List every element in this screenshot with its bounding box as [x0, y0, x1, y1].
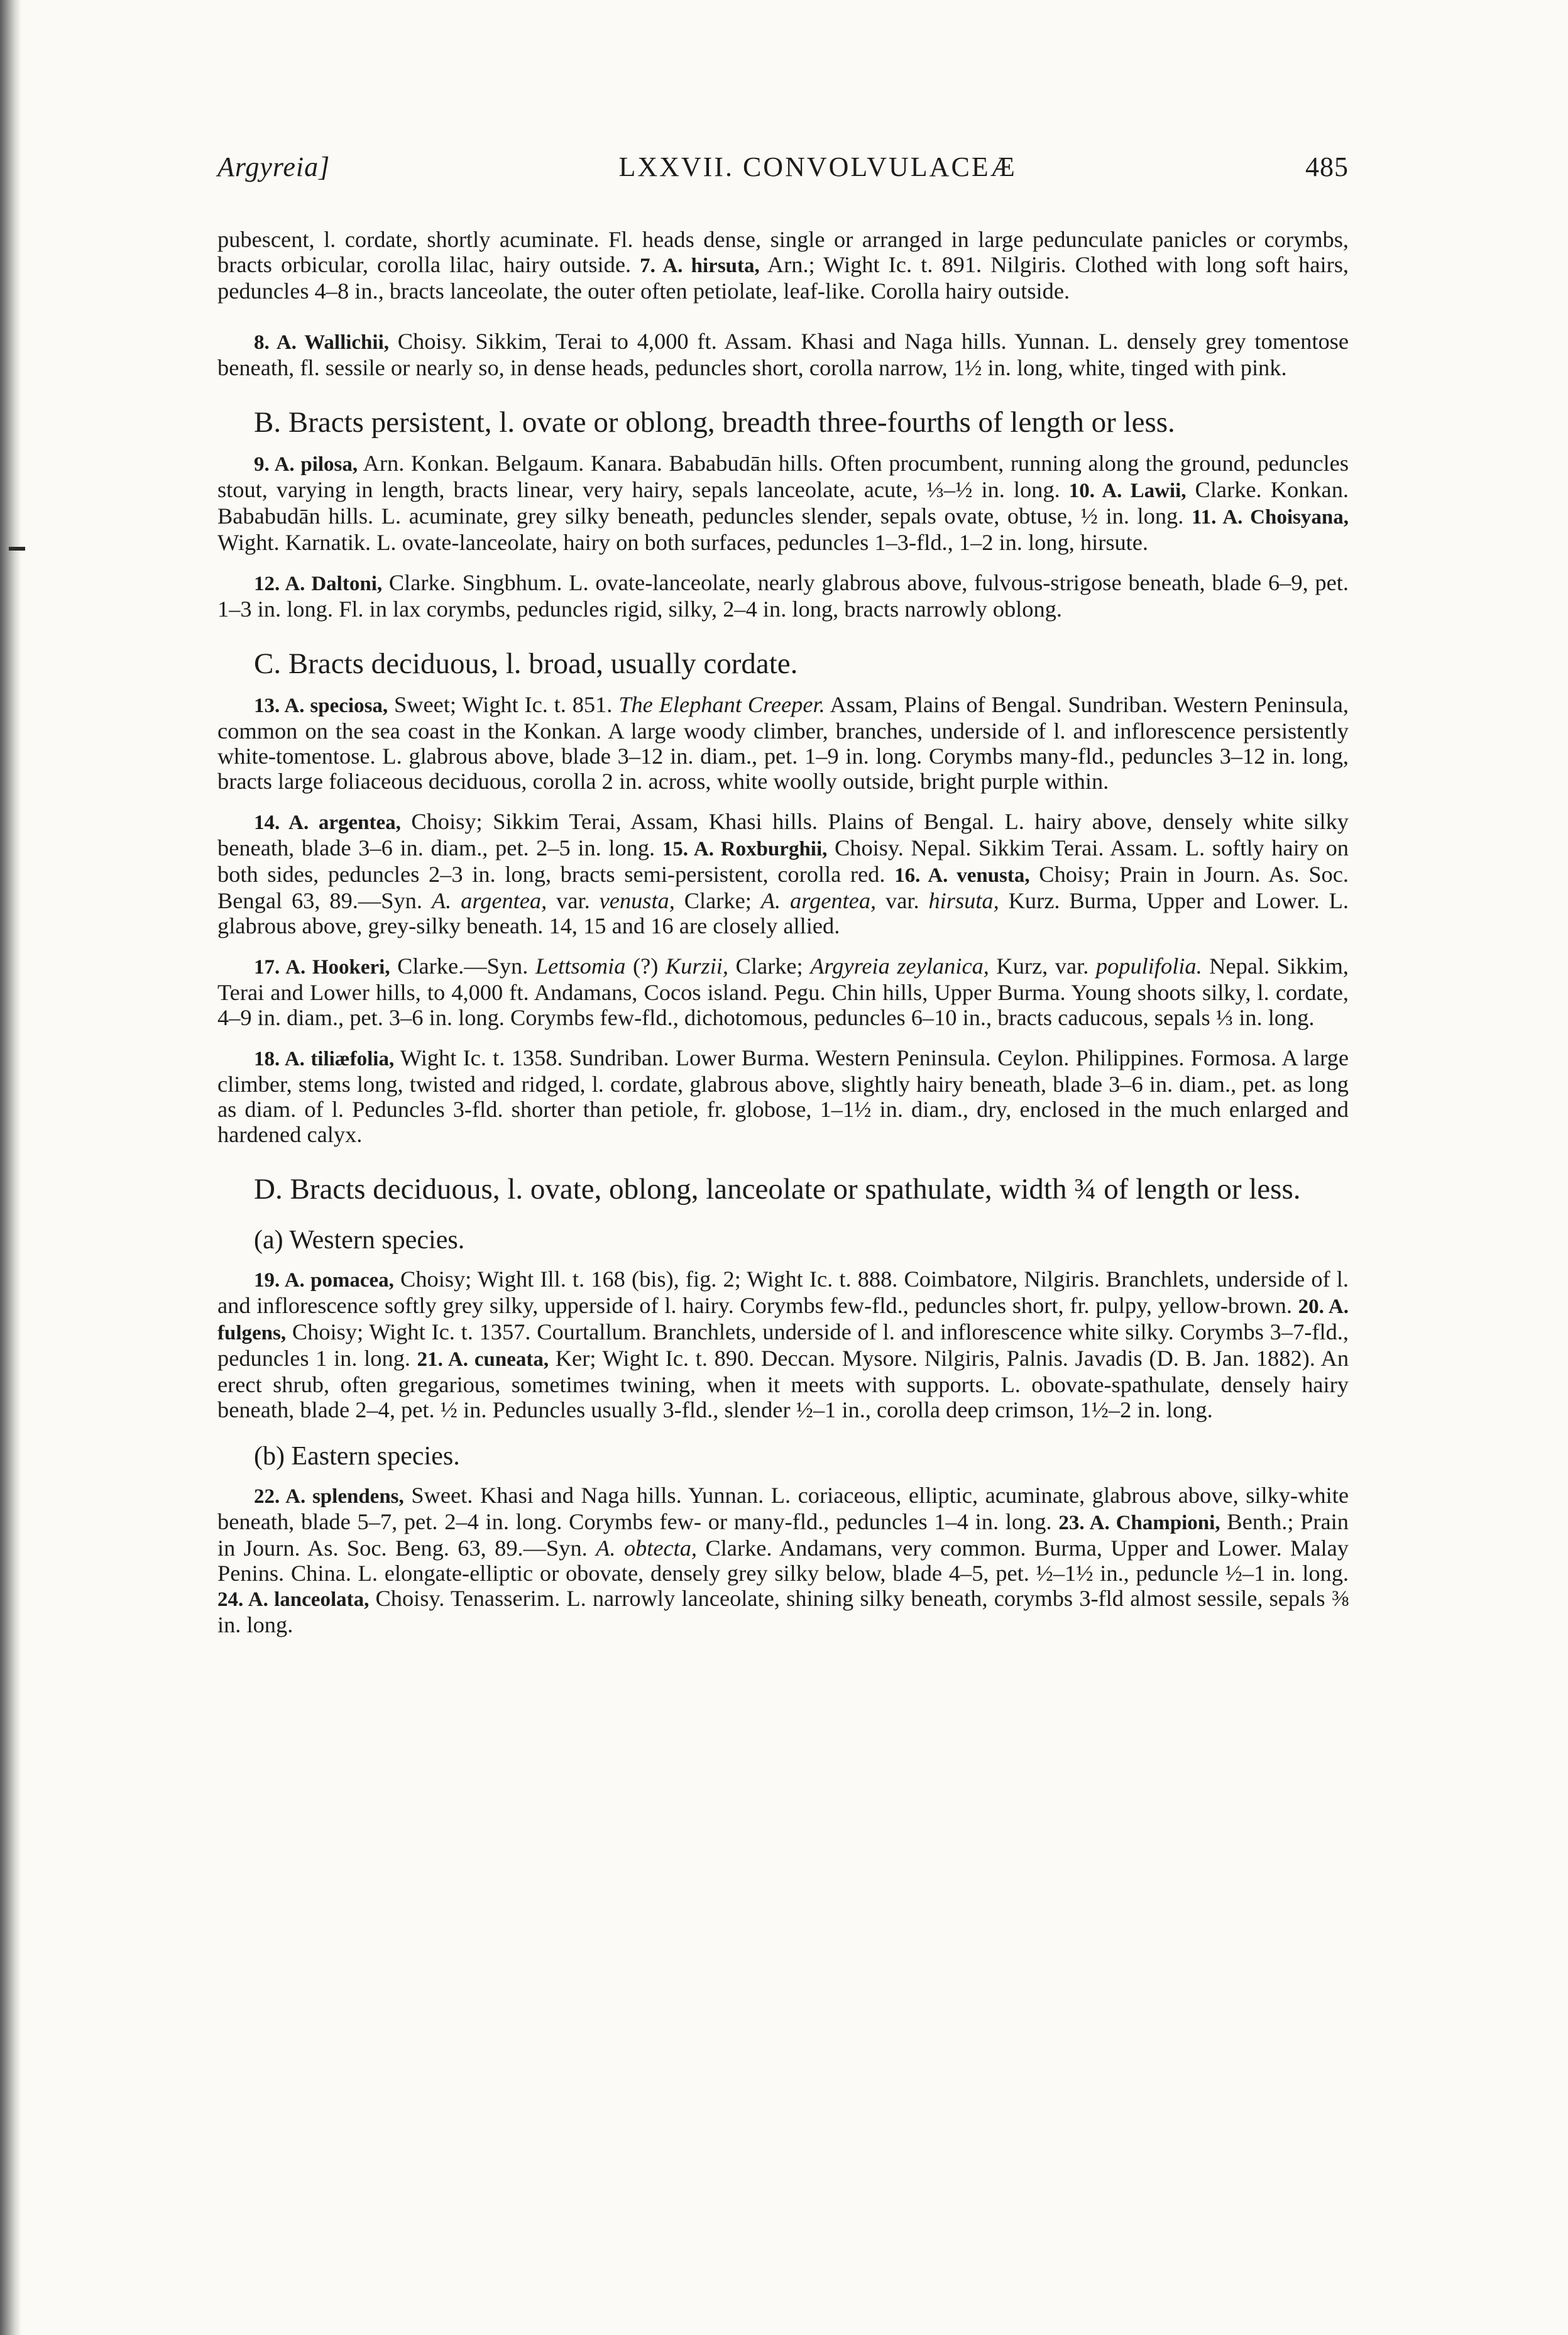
header-family: LXXVII. CONVOLVULACEÆ — [618, 151, 1017, 182]
text: Ker; Wight Ic. t. 890. Deccan. Mysore. Nilgiris, Palnis. Javadis (D. B. Jan. 1882). An erect shrub, often gregarious, sometimes twining, when it meets with supports. L. obovate-spathulate, densely hairy beneath, blade 2–4, pet. ½ in. Peduncles usually 3-fld., slender ½–1 in., corolla deep crimson, 1½–2 in. long. — [217, 1346, 1349, 1422]
binding-mark — [9, 547, 25, 551]
subsection-heading-western: (a) Western species. — [254, 1226, 465, 1255]
species-name: 14. A. argentea, — [254, 811, 401, 834]
synonym: hirsuta, — [928, 888, 999, 913]
common-name: The Elephant Creeper. — [618, 692, 825, 717]
text: Choisy. Sikkim, Terai to 4,000 ft. Assam. Khasi and Naga hills. Yunnan. L. densely grey tomentose beneath, fl. sessile or nearly so, in dense heads, peduncles short, corolla narrow, 1½ in. long, white, tinged with pink. — [217, 329, 1349, 380]
text: Arn.; Wight Ic. t. 891. Nilgiris. Clothed with long soft hairs, peduncles 4–8 in., bracts lanceolate, the outer often petiolate, leaf-like. Corolla hairy outside. — [217, 252, 1349, 304]
synonym: venusta, — [599, 888, 675, 913]
paragraph-13 — [217, 692, 1349, 794]
text: Kurz, var. — [989, 953, 1096, 979]
text: Clarke; — [674, 888, 761, 913]
text: Sweet. Khasi and Naga hills. Yunnan. L. coriaceous, elliptic, acuminate, glabrous above, silky-white beneath, blade 5–7, pet. 2–4 in. long. Corymbs few- or many-fld., peduncles 1–4 in. long. — [217, 1483, 1349, 1534]
species-name: 16. A. venusta, — [894, 864, 1030, 887]
text: Choisy; Prain in Journ. As. Soc. Bengal 63, 89.—Syn. — [217, 862, 1349, 913]
header-genus: Argyreia] — [217, 151, 331, 182]
text: Clarke. Konkan. Bababudān hills. L. acuminate, grey silky beneath, peduncles slender, sepals ovate, obtuse, ½ in. long. — [217, 477, 1349, 529]
paragraph-9 — [217, 451, 1349, 555]
paragraph-22 — [217, 1483, 1349, 1637]
paragraph-12 — [217, 570, 1349, 622]
synonym: A. obtecta, — [596, 1536, 698, 1561]
text: Choisy. Tenasserim. L. narrowly lanceolate, shining silky beneath, corymbs 3-fld almost sessile, sepals ⅜ in. long. — [217, 1586, 1349, 1637]
synonym: Lettsomia — [535, 953, 626, 979]
paragraph-8 — [217, 329, 1349, 380]
text: Clarke. Andamans, very common. Burma, Upper and Lower. Malay Penins. China. L. elongate-elliptic or obovate, densely grey silky below, blade 4–5, pet. ½–1½ in., peduncle ½–1 in. long. — [217, 1536, 1349, 1586]
text: Nepal. Sikkim, Terai and Lower hills, to 4,000 ft. Andamans, Cocos island. Pegu. Chin hills, Upper Burma. Young shoots silky, l. cordate, 4–9 in. diam., pet. 3–6 in. long. Corymbs few-fld., dichotomous, peduncles 6–10 in., bracts caducous, sepals ⅓ in. long. — [217, 953, 1349, 1030]
species-name: 8. A. Wallichii, — [254, 331, 389, 354]
section-heading-b: B. Bracts persistent, l. ovate or oblong, breadth three-fourths of length or less. — [254, 406, 1175, 439]
text: Choisy. Nepal. Sikkim Terai. Assam. L. softly hairy on both sides, peduncles 2–3 in. long, bracts semi-persistent, corolla red. — [217, 835, 1349, 887]
book-page — [217, 151, 1349, 1652]
synonym: populifolia. — [1095, 953, 1202, 979]
species-name: 21. A. cuneata, — [417, 1348, 549, 1371]
paragraph-18 — [217, 1045, 1349, 1147]
text: Sweet; Wight Ic. t. 851. — [388, 692, 619, 717]
text: var. — [547, 888, 600, 913]
species-name: 12. A. Daltoni, — [254, 573, 383, 595]
species-name: 17. A. Hookeri, — [254, 956, 390, 979]
running-header — [217, 151, 1349, 183]
subsection-heading-eastern: (b) Eastern species. — [254, 1442, 460, 1471]
synonym: A. argentea, — [760, 888, 877, 913]
text: pubescent, l. cordate, shortly acuminate. Fl. heads dense, single or arranged in large pedunculate panicles or corymbs, bracts orbicular, corolla lilac, hairy outside. — [217, 227, 1349, 277]
species-name: 24. A. lanceolata, — [217, 1588, 370, 1611]
text: Kurz. Burma, Upper and Lower. L. glabrous above, grey-silky beneath. 14, 15 and 16 are closely allied. — [217, 888, 1349, 938]
text: Choisy; Wight Ic. t. 1357. Courtallum. Branchlets, underside of l. and inflorescence white silky. Corymbs 3–7-fld., peduncles 1 in. long. — [217, 1319, 1349, 1371]
text: Benth.; Prain in Journ. As. Soc. Beng. 63, 89.—Syn. — [217, 1509, 1349, 1561]
species-name: 10. A. Lawii, — [1068, 480, 1187, 502]
text: Clarke. Singbhum. L. ovate-lanceolate, nearly glabrous above, fulvous-strigose beneath, blade 6–9, pet. 1–3 in. long. Fl. in lax corymbs, peduncles rigid, silky, 2–4 in. long, bracts narrowly oblong. — [217, 570, 1349, 622]
text: Wight. Karnatik. L. ovate-lanceolate, hairy on both surfaces, peduncles 1–3-fld., 1–2 in. long, hirsute. — [217, 530, 1149, 555]
text: Clarke.—Syn. — [390, 953, 535, 979]
text: Clarke; — [728, 953, 811, 979]
page-binding-edge — [0, 0, 21, 2335]
species-name: 15. A. Roxburghii, — [662, 838, 828, 860]
synonym: A. argentea, — [431, 888, 547, 913]
section-heading-d: D. Bracts deciduous, l. ovate, oblong, lanceolate or spathulate, width ¾ of length or less. — [254, 1173, 1301, 1206]
species-name: 18. A. tiliæfolia, — [254, 1048, 395, 1070]
synonym: Argyreia zeylanica, — [810, 953, 989, 979]
text: Choisy; Wight Ill. t. 168 (bis), fig. 2; Wight Ic. t. 888. Coimbatore, Nilgiris. Branchlets, underside of l. and inflorescence softly grey silky, upperside of l. hairy. Corymbs few-fld., peduncles short, fr. pulpy, yellow-brown. — [217, 1266, 1349, 1318]
text: Arn. Konkan. Belgaum. Kanara. Bababudān hills. Often procumbent, running along the ground, peduncles stout, varying in length, bracts linear, very hairy, sepals lanceolate, acute, ⅓–½ in. long. — [217, 451, 1349, 502]
section-heading-c: C. Bracts deciduous, l. broad, usually cordate. — [254, 647, 798, 680]
text: (?) — [625, 953, 666, 979]
text: Wight Ic. t. 1358. Sundriban. Lower Burma. Western Peninsula. Ceylon. Philippines. Formosa. A large climber, stems long, twisted and ridged, l. cordate, glabrous above, slightly hairy beneath, blade 3–6 in. diam., pet. as long as diam. of l. Peduncles 3-fld. shorter than petiole, fr. globose, 1–1½ in. diam., dry, enclosed in the much enlarged and hardened calyx. — [217, 1045, 1349, 1147]
page-number: 485 — [1305, 151, 1349, 182]
paragraph-19 — [217, 1266, 1349, 1422]
paragraph-7 — [217, 227, 1349, 304]
text: var. — [876, 888, 929, 913]
species-name: 13. A. speciosa, — [254, 695, 388, 717]
species-name: 20. A. fulgens, — [217, 1295, 1349, 1344]
species-name: 22. A. splendens, — [254, 1485, 404, 1508]
species-name: 19. A. pomacea, — [254, 1269, 394, 1292]
text: Assam, Plains of Bengal. Sundriban. Western Peninsula, common on the sea coast in the Konkan. A large woody climber, branches, underside of l. and inflorescence persistently white-tomentose. L. glabrous above, blade 3–12 in. diam., pet. 1–9 in. long. Corymbs many-fld., peduncles 3–12 in. long, bracts large foliaceous deciduous, corolla 2 in. across, white woolly outside, bright purple within. — [217, 692, 1349, 794]
synonym: Kurzii, — [665, 953, 729, 979]
paragraph-14 — [217, 809, 1349, 938]
species-name: 11. A. Choisyana, — [1191, 506, 1349, 529]
species-name: 23. A. Championi, — [1058, 1512, 1220, 1534]
species-name: 7. A. hirsuta, — [640, 255, 760, 277]
paragraph-17 — [217, 953, 1349, 1030]
text: Choisy; Sikkim Terai, Assam, Khasi hills. Plains of Bengal. L. hairy above, densely white silky beneath, blade 3–6 in. diam., pet. 2–5 in. long. — [217, 809, 1349, 860]
species-name: 9. A. pilosa, — [254, 453, 358, 476]
